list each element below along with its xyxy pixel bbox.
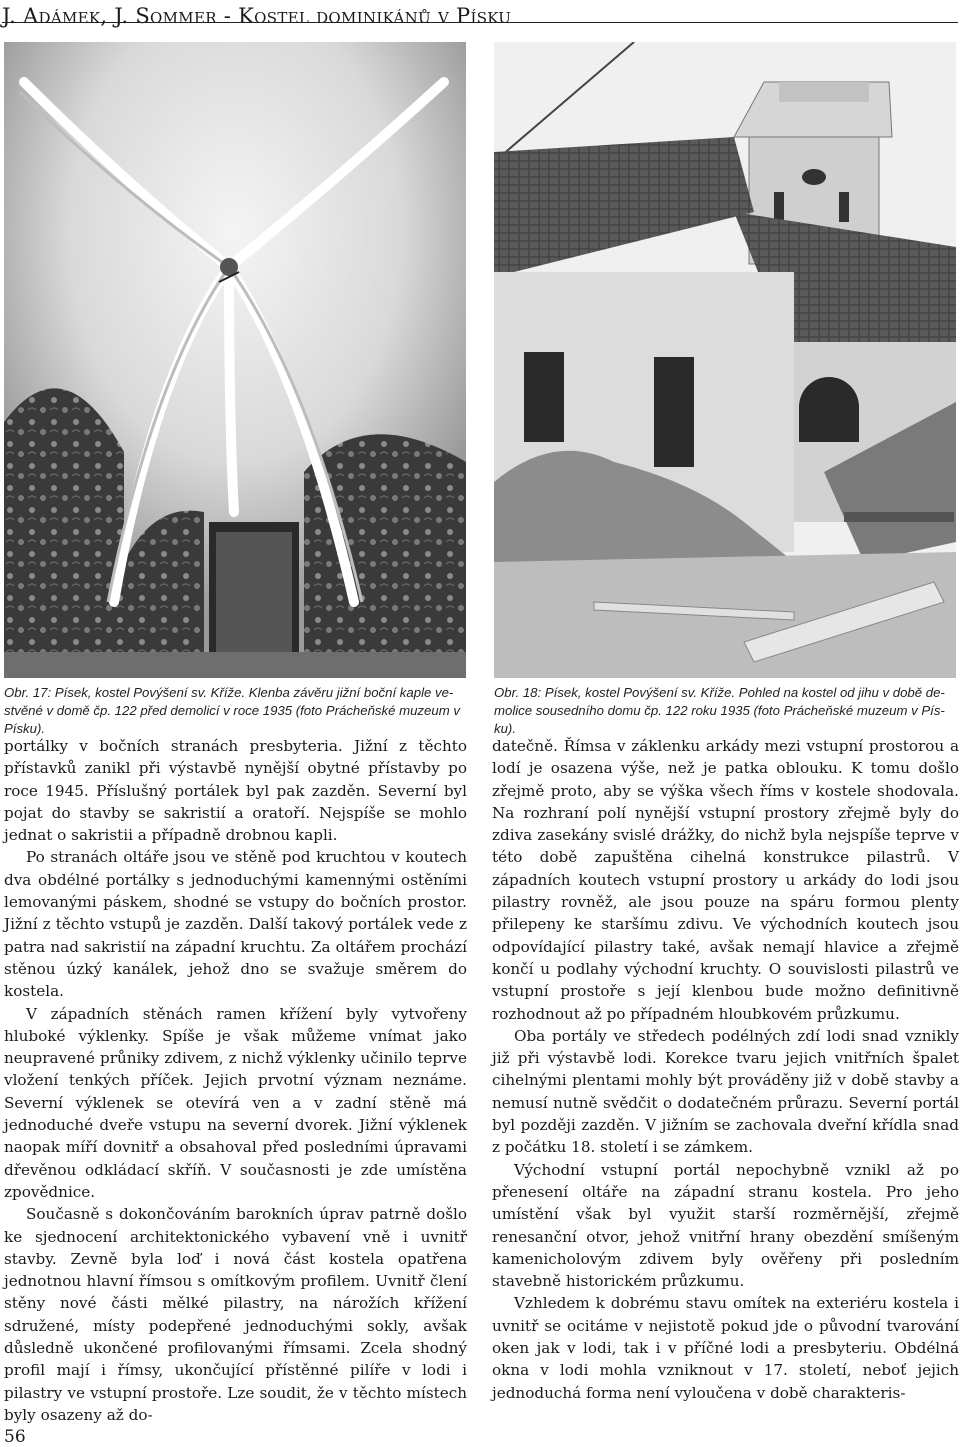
paragraph: portálky v bočních stranách presbyteria. Jižní z těchto přístavků zanikl při výstavbě nynější obytné přístavby po roce 1945. Příslušný portálek byl pak zazděn. Severní byl pojat do stavby se sakristií a oratoří. Nejspíše se mohlo jednat o sakristii a případně drobnou kapli.	[4, 737, 467, 845]
text-column-right	[492, 735, 959, 1404]
figure-18-caption: Obr. 18: Písek, kostel Povýšení sv. Kříže. Pohled na kostel od jihu v době de-molice sousedního domu čp. 122 roku 1935 (foto Prácheňské muzeum v Pís-ku).	[494, 685, 945, 736]
paragraph: Oba portály ve středech podélných zdí lodi snad vznikly již při výstavbě lodi. Korekce tvaru jejich vnitřních špalet cihelnými plentami mohly být prováděny již v době stavby a nemusí nutně svědčit o dodatečném průrazu. Severní portál byl později zazděn. V jižním se zachovala dveřní křídla snad z počátku 18. století i se zámkem.	[492, 1026, 959, 1157]
paragraph: V západních stěnách ramen křížení byly vytvořeny hluboké výklenky. Spíše je však můžeme vnímat jako neupravené průniky zdivem, z nichž výklenky učinilo teprve vložení tenkých příček. Jejich prvotní význam neznáme. Severní výklenek se otevírá ven a v zadní stěně má jednoduché dveře vstupu na severní dvorek. Jižní výklenek naopak míří dovnitř a obsahoval před posledními úpravami dřevěnou odkládací skříň. V současnosti je zde umístěna zpovědnice.	[4, 1004, 467, 1201]
figure-17-caption: Obr. 17: Písek, kostel Povýšení sv. Kříže. Klenba závěru jižní boční kaple ve-stvěné v domě čp. 122 před demolicí v roce 1935 (foto Prácheňské muzeum v Písku).	[4, 685, 460, 736]
running-head	[2, 4, 960, 32]
paragraph: Po stranách oltáře jsou ve stěně pod kruchtou v koutech dva obdélné portálky s jednoduchými kamennými ostěními lemovanými páskem, shodné se vstupy do bočních prostor. Jižní z těchto vstupů je zazděn. Další takový portálek vede z patra nad sakristií na západní kruchtu. Za oltářem prochází stěnou úzký kanálek, jehož dno se svažuje směrem do kostela.	[4, 848, 467, 1001]
running-title: J. Adámek, J. Sommer - Kostel dominikánů v Písku	[2, 4, 519, 28]
paragraph: Východní vstupní portál nepochybně vznikl až po přenesení oltáře na západní stranu kostela. Pro jeho umístění však byl využit starší rozměrnější, zřejmě renesanční otvor, jehož vnitřní hrany obezdění smíšeným kamenicholovým zdivem byly ověřeny při posledním stavebně historickém průzkumu.	[492, 1160, 959, 1291]
header-rule	[2, 22, 958, 23]
text-column-left	[4, 735, 467, 1426]
church-photo-illustration	[494, 42, 956, 678]
figure-church-photo	[494, 42, 956, 678]
paragraph: datečně. Římsa v záklenku arkády mezi vstupní prostorou a lodí je osazena výše, než je patka oblouku. K tomu došlo zřejmě proto, aby se výška všech říms v kostele shodovala. Na rozhraní polí nynější vstupní prostory zřejmě byly do zdiva zasekány svislé drážky, do nichž byla nejspíše teprve v této době zapuštěna cihelná konstrukce pilastrů. V západních koutech vstupní prostory u arkády do lodi jsou pilastry rovněž, ale jsou pouze na spáru formou plenty přilepeny ke staršímu zdivu. Ve východních koutech jsou odpovídající pilastry také, avšak nemají hlavice a zřejmě končí u podlahy východní kruchty. O souvislosti pilastrů ve vstupní prostoře s její klenbou bude možno definitivně rozhodnout až po případném hloubkovém průzkumu.	[492, 737, 959, 1023]
paragraph: Současně s dokončováním barokních úprav patrně došlo ke sjednocení architektonického vybavení vně i uvnitř stavby. Zevně byla loď i nová část kostela opatřena jednotnou hlavní římsou s omítkovým profilem. Uvnitř člení stěny nové části mělké pilastry, na nárožích křížení sdružené, místy podepřené jednoduchými sokly, avšak důsledně ukončené profilovanými římsami. Zcela shodný profil mají i římsy, ukončující přístěnné pilíře v lodi i pilastry ve vstupní prostoře. Lze soudit, že v těchto místech byly osazeny až do-	[4, 1205, 467, 1424]
page-number: 56	[4, 1427, 26, 1447]
vault-photo-illustration	[4, 42, 466, 678]
figure-vault-photo	[4, 42, 466, 678]
paragraph: Vzhledem k dobrému stavu omítek na exteriéru kostela i uvnitř se ocitáme v nejistotě pokud jde o původní tvarování oken jak v lodi, tak i v příčné lodi a presbyteriu. Obdélná okna v lodi mohla vzniknout v 17. století, neboť jejich jednoduchá forma není vyloučena v době charakteris-	[492, 1294, 959, 1402]
